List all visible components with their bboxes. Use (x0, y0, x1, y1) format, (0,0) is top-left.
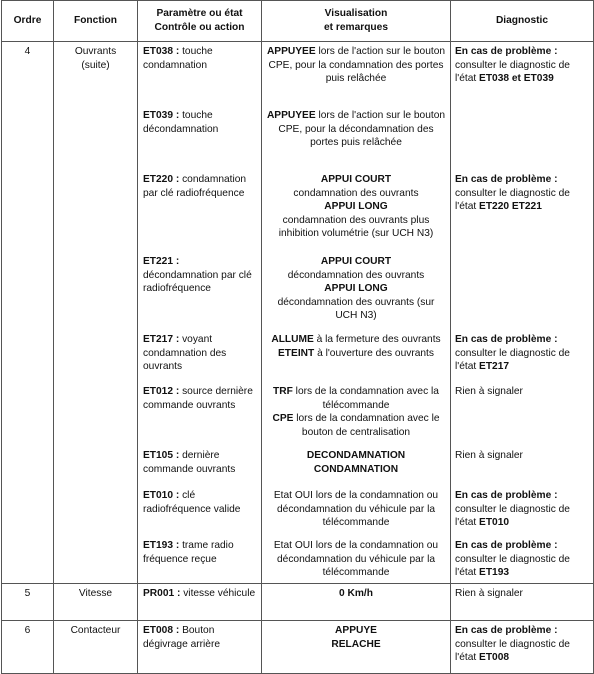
visualisation-keyword: RELACHE (331, 638, 381, 650)
visualisation-item (262, 106, 450, 170)
visualisation-keyword: APPUI LONG (324, 283, 388, 295)
ordre-value: 5 (24, 588, 31, 599)
visualisation-text: Etat OUI lors de la condamnation ou décondamnation du véhicule par la télécommande (273, 490, 439, 529)
header-diagnostic: Diagnostic (451, 1, 594, 42)
visualisation-column (262, 42, 451, 584)
visualisation-line (266, 255, 446, 269)
parametre-item (138, 42, 261, 106)
parametre-code: ET220 : (143, 174, 180, 185)
diagnostic-item (451, 621, 593, 673)
parametre-code: ET010 : (143, 490, 180, 501)
visualisation-item (262, 42, 450, 106)
diagnostic-heading: En cas de problème : (455, 625, 558, 636)
parametre-text: touche condamnation (143, 46, 213, 71)
visualisation-text: lors de la condamnation avec la télécommande (292, 386, 439, 411)
visualisation-line (266, 333, 446, 347)
visualisation-text: Etat OUI lors de la condamnation ou décondamnation du véhicule par la télécommande (273, 540, 439, 579)
parametre-text: Bouton dégivrage arrière (143, 625, 221, 650)
parametre-code: ET217 : (143, 334, 180, 345)
parametre-item (138, 446, 261, 486)
parametre-code: PR001 : (143, 588, 181, 599)
diagnostic-item (451, 170, 593, 252)
parametre-item (138, 486, 261, 536)
visualisation-keyword: APPUYEE (266, 110, 316, 121)
header-fonction: Fonction (54, 1, 138, 42)
parametre-text: vitesse véhicule (180, 588, 256, 599)
visualisation-line (266, 109, 446, 150)
visualisation-line (266, 296, 446, 323)
diagnostic-item (451, 42, 593, 106)
visualisation-line (266, 200, 446, 214)
ordre-cell (2, 584, 54, 621)
diagnostic-text: consulter le diagnostic de l'état (455, 187, 570, 213)
diagnostic-item (451, 446, 593, 486)
visualisation-text: condamnation des ouvrants (293, 187, 419, 199)
fonction-label: Vitesse (78, 588, 113, 599)
fonction-cell (54, 621, 138, 674)
parametre-text: voyant condamnation des ouvrants (143, 334, 227, 373)
parametre-item (138, 584, 261, 620)
parametre-text: source dernière commande ouvrants (143, 386, 253, 411)
fonction-cell (54, 42, 138, 584)
parametre-column (138, 621, 262, 674)
visualisation-line (266, 385, 446, 412)
header-row (2, 1, 594, 42)
diagnostic-column (451, 42, 594, 584)
visualisation-keyword: CONDAMNATION (313, 463, 399, 475)
parametre-code: ET039 : (143, 110, 180, 121)
header-ordre: Ordre (2, 1, 54, 42)
visualisation-keyword: ETEINT (278, 347, 315, 359)
diagnostic-item (451, 536, 593, 583)
table-row (2, 621, 594, 674)
diagnostic-heading: En cas de problème : (455, 46, 558, 57)
diagnostic-item (451, 252, 593, 330)
parametre-code: ET193 : (143, 540, 180, 551)
parametre-item (138, 252, 261, 330)
visualisation-line (266, 449, 446, 463)
parametre-text: décondamnation par clé radiofréquence (143, 269, 252, 295)
ordre-value: 4 (24, 46, 31, 57)
parametre-item (138, 330, 261, 382)
visualisation-keyword: APPUI LONG (324, 201, 388, 213)
header-parametre: Paramètre ou état Contrôle ou action (138, 1, 262, 42)
parametre-item (138, 106, 261, 170)
fonction-label: Contacteur (70, 625, 121, 636)
visualisation-line (266, 347, 446, 361)
diagnostic-heading: En cas de problème : (455, 540, 558, 551)
visualisation-keyword: ALLUME (271, 334, 314, 345)
diagnostic-text: consulter le diagnostic de l'état (455, 59, 570, 85)
visualisation-line (266, 282, 446, 296)
table-row (2, 584, 594, 621)
diagnostic-heading: En cas de problème : (455, 490, 558, 501)
diagnostic-state-code: ET008 (479, 652, 510, 664)
diagnostic-state-code: ET217 (479, 361, 510, 373)
visualisation-line (266, 45, 446, 86)
visualisation-item (262, 446, 450, 486)
diagnostic-text: Rien à signaler (455, 386, 523, 397)
visualisation-item (262, 486, 450, 536)
visualisation-column (262, 584, 451, 621)
visualisation-keyword: APPUI COURT (320, 256, 392, 267)
visualisation-text: décondamnation des ouvrants (sur UCH N3) (277, 296, 435, 322)
visualisation-item (262, 536, 450, 583)
visualisation-item (262, 621, 450, 673)
visualisation-text: à l'ouverture des ouvrants (314, 347, 434, 359)
parametre-code: ET008 : (143, 625, 180, 636)
visualisation-text: à la fermeture des ouvrants (313, 334, 441, 345)
header-visualisation: Visualisation et remarques (262, 1, 451, 42)
parametre-code: ET038 : (143, 46, 180, 57)
visualisation-item (262, 382, 450, 446)
visualisation-keyword: TRF (273, 386, 293, 397)
parametre-item (138, 621, 261, 673)
diagnostic-state-code: ET193 (479, 567, 510, 579)
visualisation-line (266, 638, 446, 652)
visualisation-line (266, 624, 446, 638)
fonction-cell (54, 584, 138, 621)
diagnostic-heading: En cas de problème : (455, 174, 558, 185)
ordre-cell (2, 621, 54, 674)
table-row (2, 42, 594, 584)
visualisation-text: condamnation des ouvrants plus inhibition volumétrie (sur UCH N3) (278, 214, 434, 240)
parametre-item (138, 170, 261, 252)
visualisation-line (266, 187, 446, 201)
visualisation-item (262, 252, 450, 330)
visualisation-text: décondamnation des ouvrants (287, 269, 425, 281)
visualisation-keyword: CPE (272, 413, 294, 425)
visualisation-line (266, 489, 446, 530)
diagnostic-item (451, 330, 593, 382)
visualisation-keyword: APPUYEE (266, 46, 316, 57)
parametre-text: clé radiofréquence valide (143, 490, 241, 515)
diagnostic-state-code: ET010 (479, 517, 510, 529)
table-body (2, 42, 594, 674)
visualisation-line (266, 587, 446, 601)
diagnostic-item (451, 486, 593, 536)
parametre-code: ET105 : (143, 450, 180, 461)
visualisation-line (266, 463, 446, 477)
visualisation-column (262, 621, 451, 674)
visualisation-keyword: DECONDAMNATION (306, 450, 406, 461)
visualisation-keyword: APPUYE (335, 625, 377, 636)
diagnostic-item (451, 106, 593, 170)
visualisation-text: lors de la condamnation avec le bouton de centralisation (293, 413, 440, 438)
visualisation-line (266, 269, 446, 283)
diagnostic-state-code: ET220 ET221 (479, 201, 542, 213)
diagnostic-text: Rien à signaler (455, 588, 523, 599)
visualisation-item (262, 330, 450, 382)
diagnostic-text: consulter le diagnostic de l'état (455, 503, 570, 529)
visualisation-item (262, 170, 450, 252)
diagnostic-table (1, 0, 594, 674)
ordre-cell (2, 42, 54, 584)
parametre-column (138, 584, 262, 621)
visualisation-text: lors de l'action sur le bouton CPE, pour la condamnation des portes puis relâchée (268, 46, 446, 85)
diagnostic-text: consulter le diagnostic de l'état (455, 638, 570, 664)
parametre-column (138, 42, 262, 584)
diagnostic-column (451, 621, 594, 674)
parametre-text: dernière commande ouvrants (143, 450, 236, 475)
diagnostic-text: Rien à signaler (455, 450, 523, 461)
visualisation-text: lors de l'action sur le bouton CPE, pour la décondamnation des portes puis relâchée (278, 110, 446, 149)
diagnostic-item (451, 382, 593, 446)
visualisation-line (266, 214, 446, 241)
diagnostic-state-code: ET038 et ET039 (479, 73, 554, 85)
diagnostic-text: consulter le diagnostic de l'état (455, 347, 570, 373)
parametre-item (138, 536, 261, 583)
parametre-item (138, 382, 261, 446)
parametre-code: ET012 : (143, 386, 180, 397)
visualisation-line (266, 412, 446, 439)
diagnostic-text: consulter le diagnostic de l'état (455, 553, 570, 579)
fonction-label: Ouvrants (74, 46, 117, 57)
visualisation-line (266, 173, 446, 187)
diagnostic-column (451, 584, 594, 621)
fonction-sublabel: (suite) (81, 59, 110, 71)
visualisation-line (266, 539, 446, 580)
visualisation-item (262, 584, 450, 620)
parametre-text: trame radio fréquence reçue (143, 540, 234, 565)
ordre-value: 6 (24, 625, 31, 636)
diagnostic-item (451, 584, 593, 620)
diagnostic-heading: En cas de problème : (455, 334, 558, 345)
visualisation-keyword: APPUI COURT (320, 174, 392, 185)
parametre-code: ET221 : (143, 256, 180, 267)
parametre-text: touche décondamnation (143, 110, 219, 135)
parametre-text: condamnation par clé radiofréquence (143, 174, 247, 199)
visualisation-keyword: 0 Km/h (339, 588, 373, 599)
